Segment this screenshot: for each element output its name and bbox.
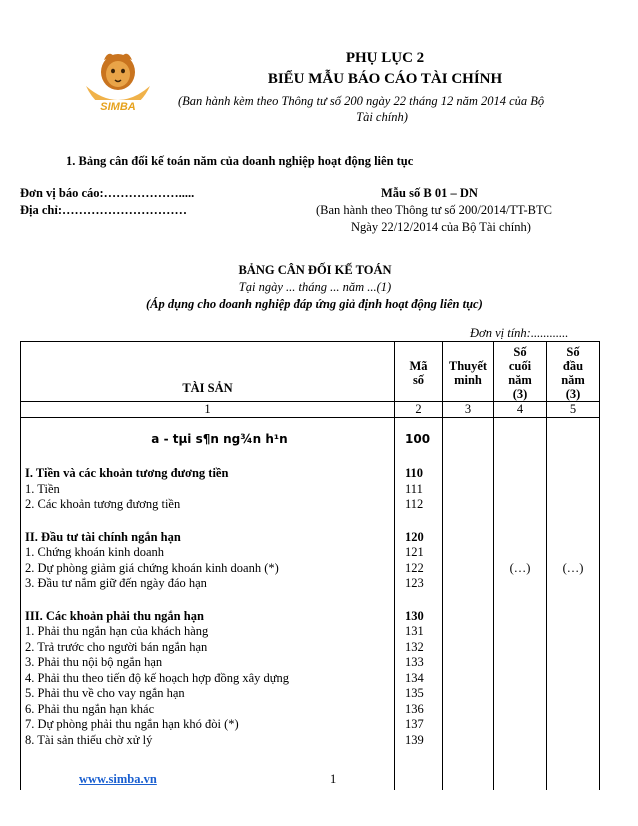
year-end-value xyxy=(494,733,546,749)
line-item: 2. Trả trước cho người bán ngắn hạn xyxy=(25,639,208,654)
line-code: 131 xyxy=(405,624,424,638)
form-title: BIỂU MẪU BÁO CÁO TÀI CHÍNH xyxy=(267,71,503,87)
year-end-value: (…) xyxy=(509,560,531,575)
code-column xyxy=(395,418,443,790)
appendix-title: PHỤ LỤC 2 xyxy=(345,50,425,66)
line-code: 112 xyxy=(405,497,424,511)
header-code: Mã số xyxy=(395,342,443,402)
year-begin-value xyxy=(547,655,599,671)
col-number-5: 5 xyxy=(547,402,600,418)
page-number: 1 xyxy=(330,772,337,786)
line-item: 4. Phải thu theo tiến độ kế hoạch hợp đồng xây dựng xyxy=(25,670,290,685)
year-end-value xyxy=(494,530,546,546)
year-begin-value xyxy=(547,609,599,625)
line-item: 2. Dự phòng giảm giá chứng khoán kinh doanh (*) xyxy=(25,560,279,575)
year-begin-value xyxy=(547,576,599,592)
website-link[interactable]: www.simba.vn xyxy=(79,772,157,786)
report-title: BẢNG CÂN ĐỐI KẾ TOÁN xyxy=(238,263,392,277)
year-begin-value xyxy=(547,497,599,513)
year-end-value xyxy=(494,702,546,718)
currency-unit: Đơn vị tính:............ xyxy=(470,326,569,340)
line-code: 139 xyxy=(405,732,424,747)
year-begin-value xyxy=(547,640,599,656)
line-item: 5. Phải thu về cho vay ngắn hạn xyxy=(25,686,185,700)
subtitle-line2: Tài chính) xyxy=(356,110,408,124)
year-end-value xyxy=(494,671,546,687)
year-begin-value xyxy=(547,530,599,546)
year-end-value xyxy=(494,466,546,482)
year-end-value xyxy=(494,482,546,498)
issued-line2: Ngày 22/12/2014 của Bộ Tài chính) xyxy=(351,220,531,234)
year-begin-value xyxy=(547,482,599,498)
form-number: Mẫu số B 01 – DN xyxy=(381,186,478,200)
line-item: 3. Phải thu nội bộ ngắn hạn xyxy=(25,655,163,669)
year-begin-value xyxy=(547,466,599,482)
year-begin-value xyxy=(547,686,599,702)
col-number-3: 3 xyxy=(443,402,494,418)
year-end-value xyxy=(494,717,546,733)
svg-text:SIMBA: SIMBA xyxy=(100,101,136,113)
col-number-4: 4 xyxy=(494,402,547,418)
line-item: 6. Phải thu ngắn hạn khác xyxy=(25,701,155,716)
group-heading: II. Đầu tư tài chính ngắn hạn xyxy=(25,529,181,544)
year-end-value xyxy=(494,640,546,656)
year-end-value xyxy=(494,609,546,625)
year-end-column xyxy=(494,418,547,790)
year-end-value xyxy=(494,545,546,561)
year-end-value xyxy=(494,655,546,671)
note-column xyxy=(443,418,494,790)
header-year-begin: Số đầu năm (3) xyxy=(547,342,600,402)
assets-column xyxy=(21,418,395,790)
balance-sheet-table xyxy=(20,341,600,790)
year-end-value xyxy=(494,576,546,592)
section-a-label: a - tµi s¶n ng¾n h¹n xyxy=(151,432,288,446)
year-begin-value xyxy=(547,671,599,687)
line-code: 123 xyxy=(405,576,424,590)
line-code: 136 xyxy=(405,701,424,716)
line-item: 7. Dự phòng phải thu ngắn hạn khó đòi (*) xyxy=(25,717,239,731)
section-heading: 1. Bảng cân đối kế toán năm của doanh nghiệp hoạt động liên tục xyxy=(66,154,414,168)
group-heading: I. Tiền và các khoản tương đương tiền xyxy=(25,466,229,480)
header-note: Thuyết minh xyxy=(443,342,494,402)
line-item: 1. Tiền xyxy=(25,481,60,496)
group-heading: III. Các khoản phải thu ngắn hạn xyxy=(25,608,204,623)
header-assets: TÀI SẢN xyxy=(21,342,395,402)
line-item: 1. Phải thu ngắn hạn của khách hàng xyxy=(25,624,209,638)
year-begin-value: (…) xyxy=(562,560,584,575)
year-begin-value xyxy=(547,733,599,749)
line-item: 3. Đầu tư nắm giữ đến ngày đáo hạn xyxy=(25,576,207,590)
line-code: 110 xyxy=(405,466,424,480)
year-end-value xyxy=(494,624,546,640)
line-code: 121 xyxy=(405,545,424,559)
address: Địa chỉ:………………………… xyxy=(20,203,188,217)
line-code: 122 xyxy=(405,560,424,575)
report-scope: (Áp dụng cho doanh nghiệp đáp ứng giả định hoạt động liên tục) xyxy=(146,297,483,311)
line-item: 1. Chứng khoán kinh doanh xyxy=(25,545,165,559)
year-begin-value xyxy=(547,717,599,733)
reporting-unit: Đơn vị báo cáo:………………..... xyxy=(20,186,195,200)
header-year-end: Số cuối năm (3) xyxy=(494,342,547,402)
line-code: 132 xyxy=(405,639,424,654)
subtitle-line1: (Ban hành kèm theo Thông tư số 200 ngày 22 tháng 12 năm 2014 của Bộ xyxy=(178,94,545,108)
year-end-value xyxy=(494,497,546,513)
col-number-1: 1 xyxy=(21,402,395,418)
line-item: 8. Tài sản thiếu chờ xử lý xyxy=(25,732,153,747)
line-code: 120 xyxy=(405,529,424,544)
line-code: 134 xyxy=(405,670,424,685)
report-date: Tại ngày ... tháng ... năm ...(1) xyxy=(238,280,392,294)
line-code: 135 xyxy=(405,686,424,700)
year-begin-column xyxy=(547,418,600,790)
line-item: 2. Các khoản tương đương tiền xyxy=(25,497,181,511)
year-begin-value xyxy=(547,624,599,640)
line-code: 111 xyxy=(405,481,423,496)
year-begin-value xyxy=(547,545,599,561)
col-number-2: 2 xyxy=(395,402,443,418)
year-end-value xyxy=(494,686,546,702)
line-code: 133 xyxy=(405,655,424,669)
issued-line1: (Ban hành theo Thông tư số 200/2014/TT-BTC xyxy=(316,203,552,217)
line-code: 130 xyxy=(405,608,424,623)
year-begin-value xyxy=(547,702,599,718)
section-a-code: 100 xyxy=(405,432,431,446)
line-code: 137 xyxy=(405,717,424,731)
